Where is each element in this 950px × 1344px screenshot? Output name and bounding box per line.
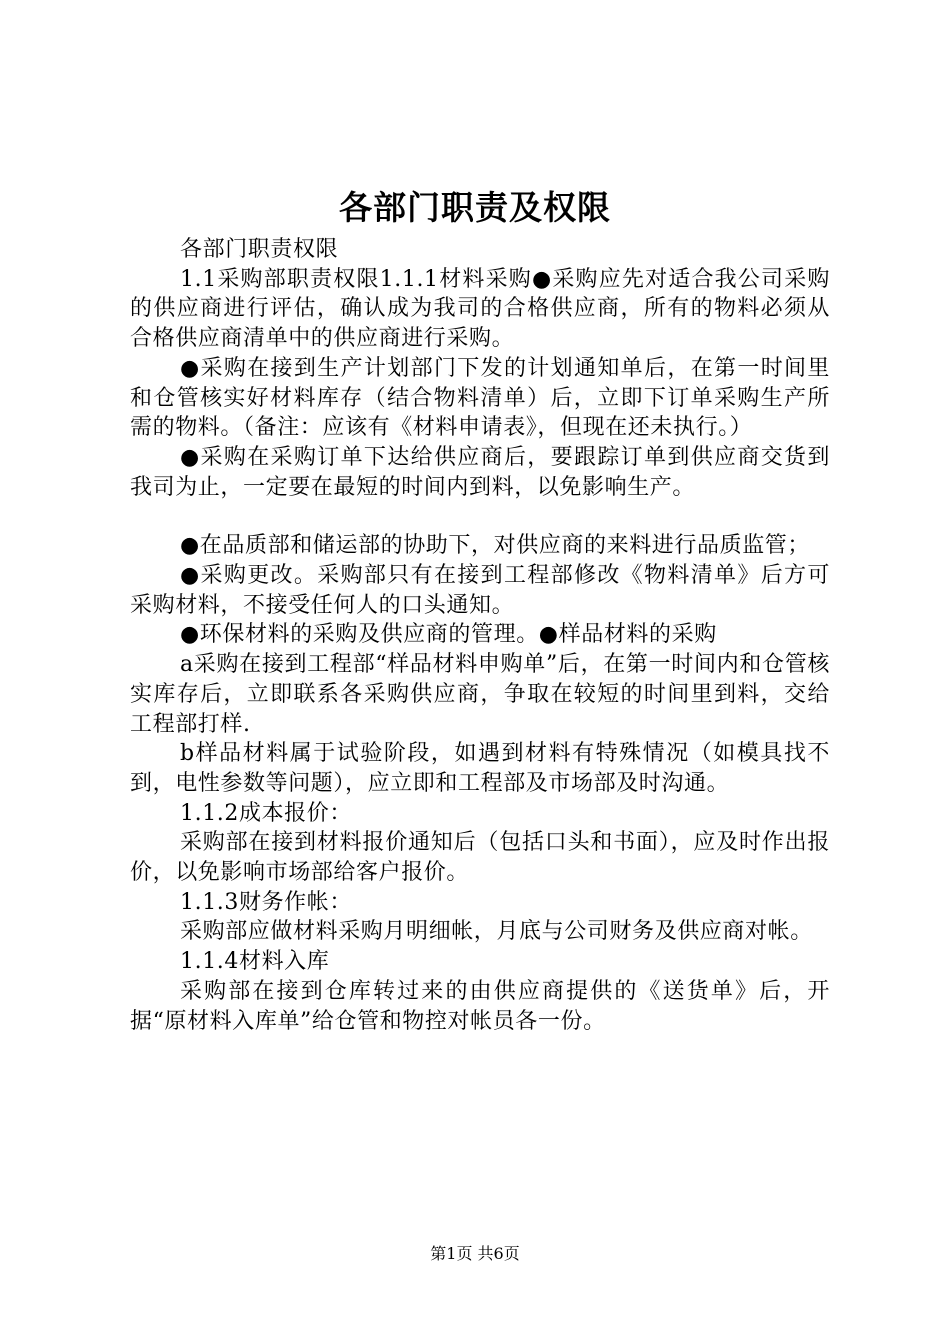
paragraph: 采购部应做材料采购月明细帐，月底与公司财务及供应商对帐。 <box>180 919 813 945</box>
section-heading: 1.1.2成本报价： <box>180 800 352 826</box>
paragraph: ●环保材料的采购及供应商的管理。●样品材料的采购 <box>180 622 717 648</box>
page-number-footer: 第1页 共6页 <box>430 1244 520 1263</box>
document-title: 各部门职责及权限 <box>339 188 611 227</box>
paragraph: 1.1采购部职责权限1.1.1材料采购●采购应先对适合我公司采购的供应商进行评估，确认成为我司的合格供应商，所有的物料必须从合格供应商清单中的供应商进行采购。 <box>130 266 830 352</box>
paragraph: ●采购更改。采购部只有在接到工程部修改《物料清单》后方可采购材料，不接受任何人的口头通知。 <box>130 563 830 618</box>
section-heading: 1.1.3财务作帐： <box>180 889 352 915</box>
document-body <box>130 235 830 1036</box>
paragraph: ●在品质部和储运部的协助下，对供应商的来料进行品质监管； <box>180 533 810 559</box>
paragraph: ●采购在接到生产计划部门下发的计划通知单后，在第一时间里和仓管核实好材料库存（结合物料清单）后，立即下订单采购生产所需的物料。（备注：应该有《材料申请表》，但现在还未执行。） <box>130 355 830 441</box>
paragraph-heading: 各部门职责权限 <box>180 237 339 262</box>
paragraph: a采购在接到工程部“样品材料申购单”后，在第一时间内和仓管核实库存后，立即联系各采购供应商，争取在较短的时间里到料，交给工程部打样. <box>130 652 830 737</box>
paragraph: 采购部在接到仓库转过来的由供应商提供的《送货单》后，开据“原材料入库单”给仓管和物控对帐员各一份。 <box>130 978 830 1034</box>
section-heading: 1.1.4材料入库 <box>180 949 330 975</box>
paragraph: 采购部在接到材料报价通知后（包括口头和书面），应及时作出报价，以免影响市场部给客户报价。 <box>130 830 830 886</box>
paragraph: ●采购在采购订单下达给供应商后，要跟踪订单到供应商交货到我司为止，一定要在最短的时间内到料，以免影响生产。 <box>130 444 830 500</box>
paragraph: b样品材料属于试验阶段，如遇到材料有特殊情况（如模具找不到，电性参数等问题），应立即和工程部及市场部及时沟通。 <box>130 741 830 796</box>
